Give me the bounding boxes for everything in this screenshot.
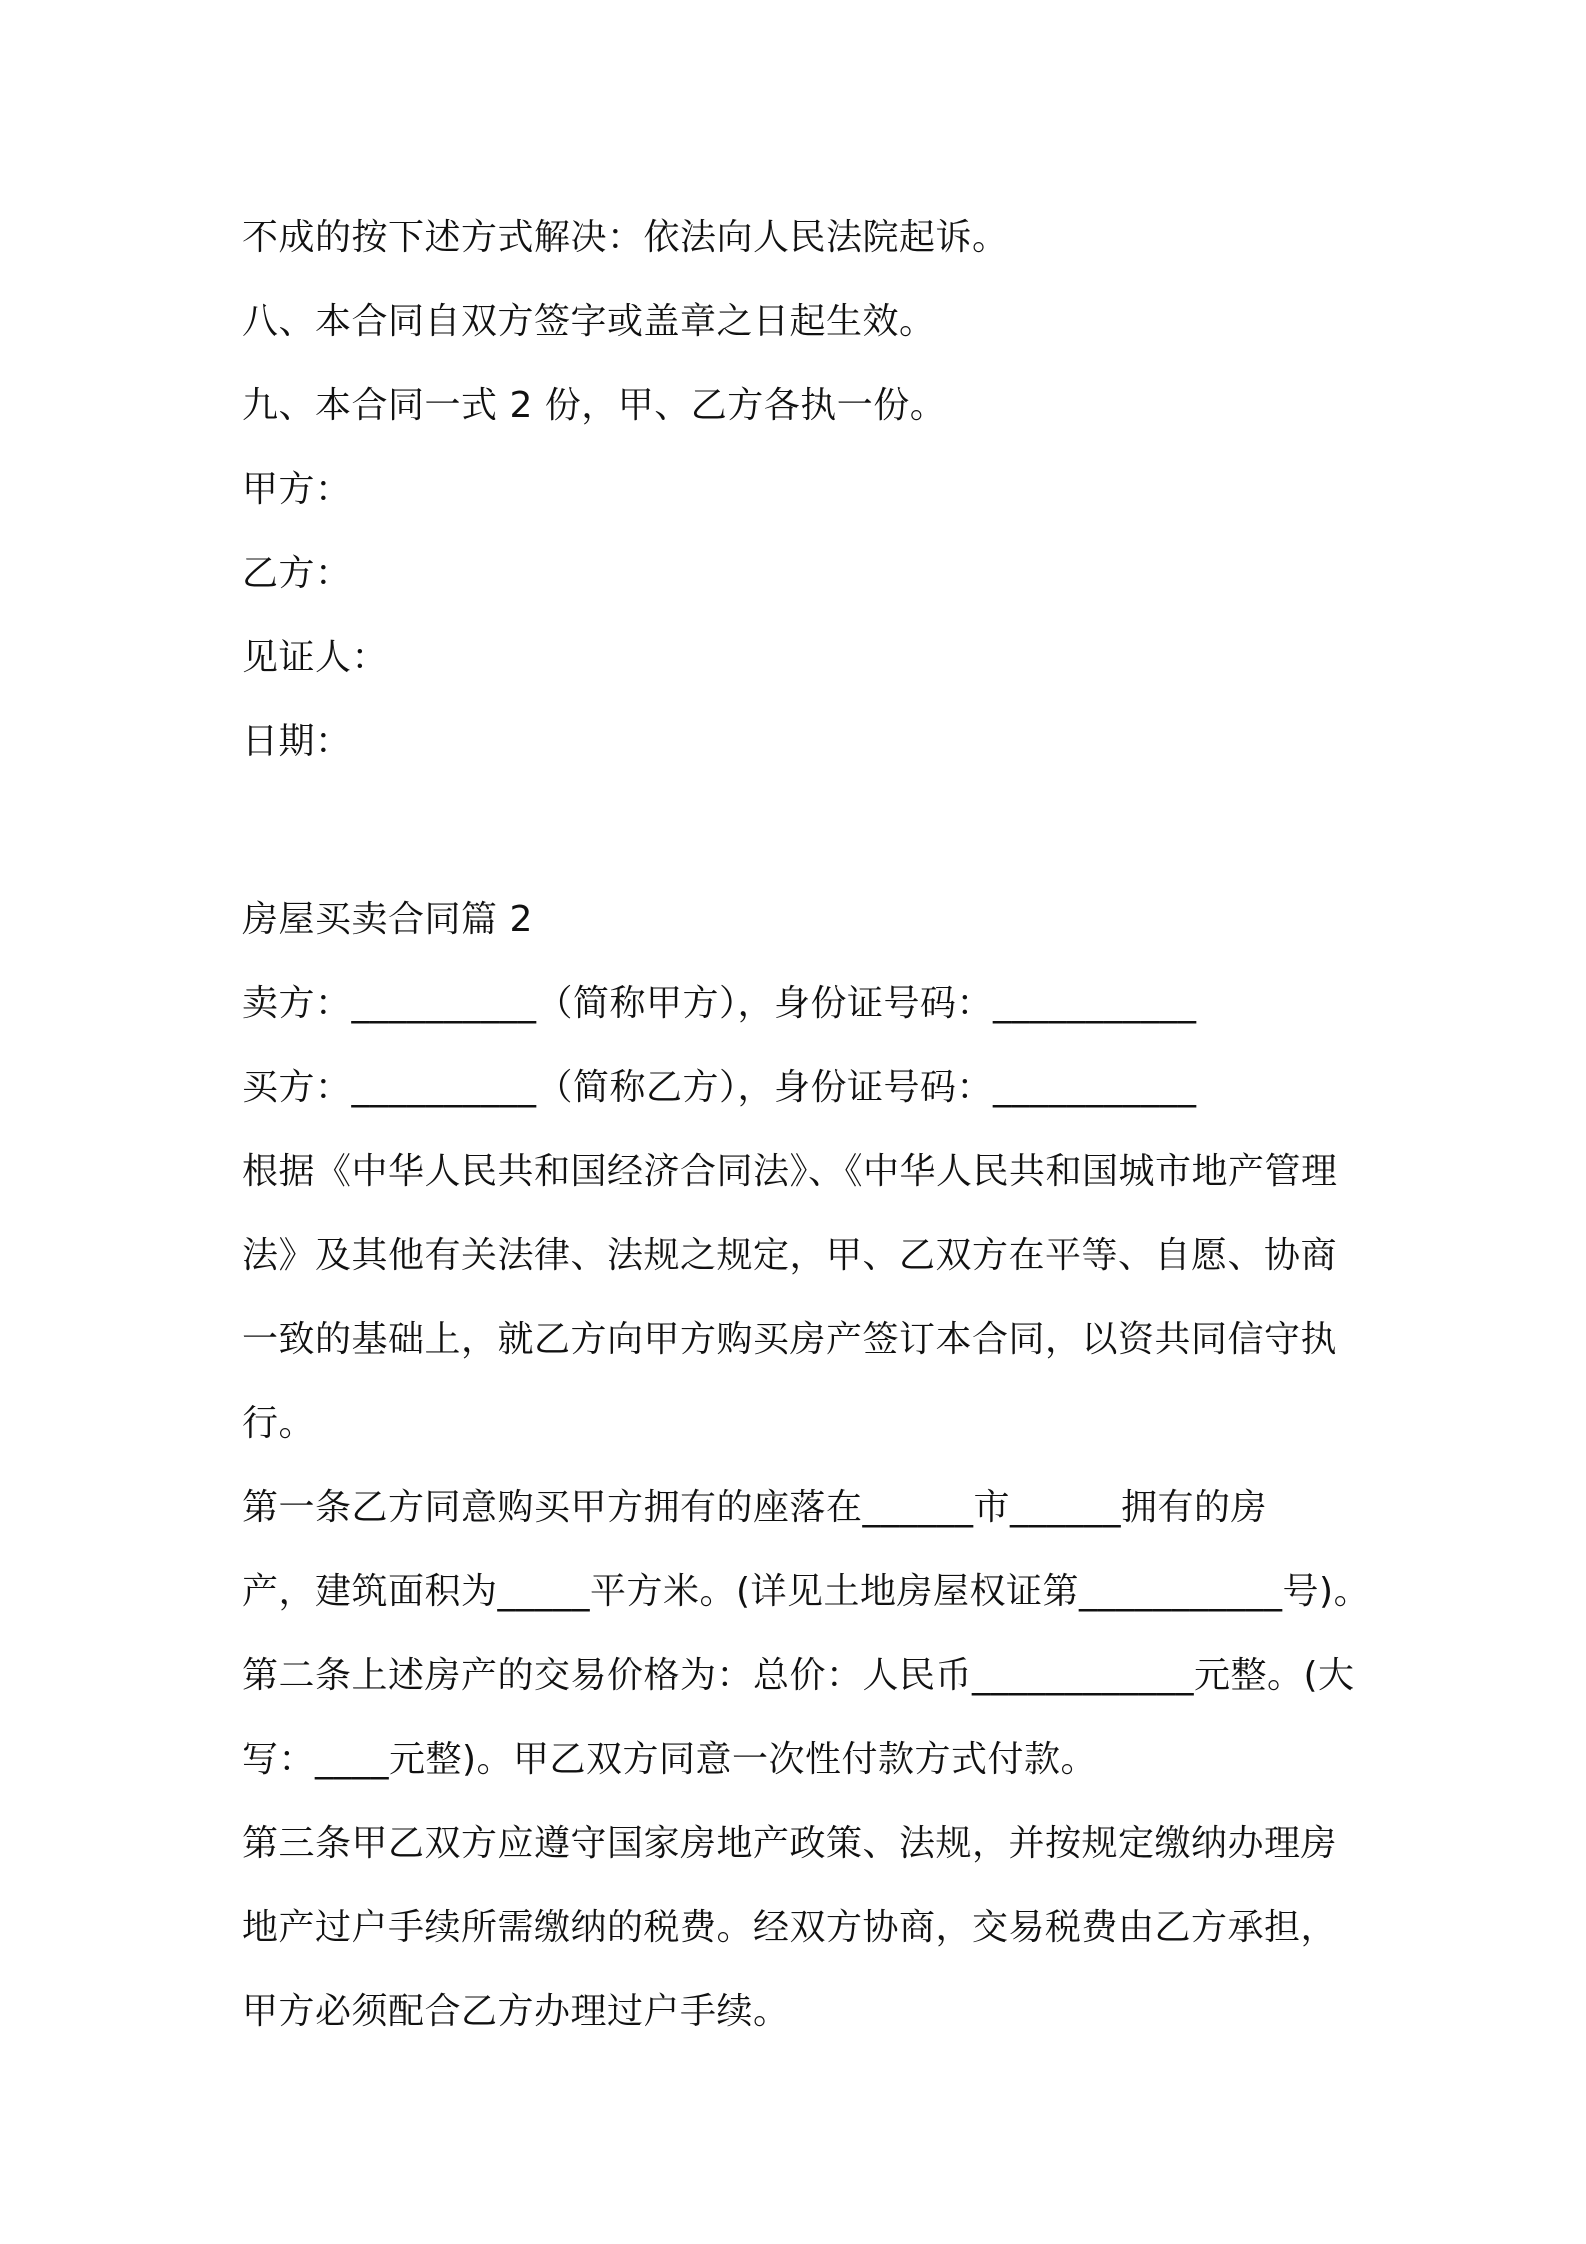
article-1-line: 产，建筑面积为_____平方米。(详见土地房屋权证第___________号)。 <box>242 1571 1371 1612</box>
article-3-line: 第三条甲乙双方应遵守国家房地产政策、法规，并按规定缴纳办理房 <box>242 1823 1338 1864</box>
article-3-line: 甲方必须配合乙方办理过户手续。 <box>242 1991 790 2032</box>
preamble-line: 法》及其他有关法律、法规之规定，甲、乙双方在平等、自愿、协商 <box>242 1235 1338 1276</box>
preamble-line: 一致的基础上，就乙方向甲方购买房产签订本合同，以资共同信守执 <box>242 1319 1338 1360</box>
buyer-line: 买方：__________（简称乙方），身份证号码：___________ <box>242 1067 1197 1108</box>
signature-witness: 见证人： <box>242 637 389 678</box>
preamble-line: 行。 <box>242 1403 316 1444</box>
signature-party-b: 乙方： <box>242 553 352 594</box>
article-3-line: 地产过户手续所需缴纳的税费。经双方协商，交易税费由乙方承担， <box>242 1907 1338 1948</box>
article-2-line: 第二条上述房产的交易价格为：总价：人民币____________元整。(大 <box>242 1655 1355 1696</box>
article-2-line: 写：____元整)。甲乙双方同意一次性付款方式付款。 <box>242 1739 1098 1780</box>
contract-title: 房屋买卖合同篇 2 <box>242 899 533 940</box>
document-body <box>242 196 1372 2054</box>
preamble-line: 根据《中华人民共和国经济合同法》、《中华人民共和国城市地产管理 <box>242 1151 1338 1192</box>
signature-party-a: 甲方： <box>242 469 352 510</box>
signature-date: 日期： <box>242 721 352 762</box>
article-8: 八、本合同自双方签字或盖章之日起生效。 <box>242 301 936 342</box>
article-9: 九、本合同一式 2 份，甲、乙方各执一份。 <box>242 385 947 426</box>
paragraph-line: 不成的按下述方式解决：依法向人民法院起诉。 <box>242 217 1009 258</box>
spacer <box>242 784 1372 868</box>
seller-line: 卖方：__________（简称甲方），身份证号码：___________ <box>242 983 1197 1024</box>
article-1-line: 第一条乙方同意购买甲方拥有的座落在______市______拥有的房 <box>242 1487 1268 1528</box>
